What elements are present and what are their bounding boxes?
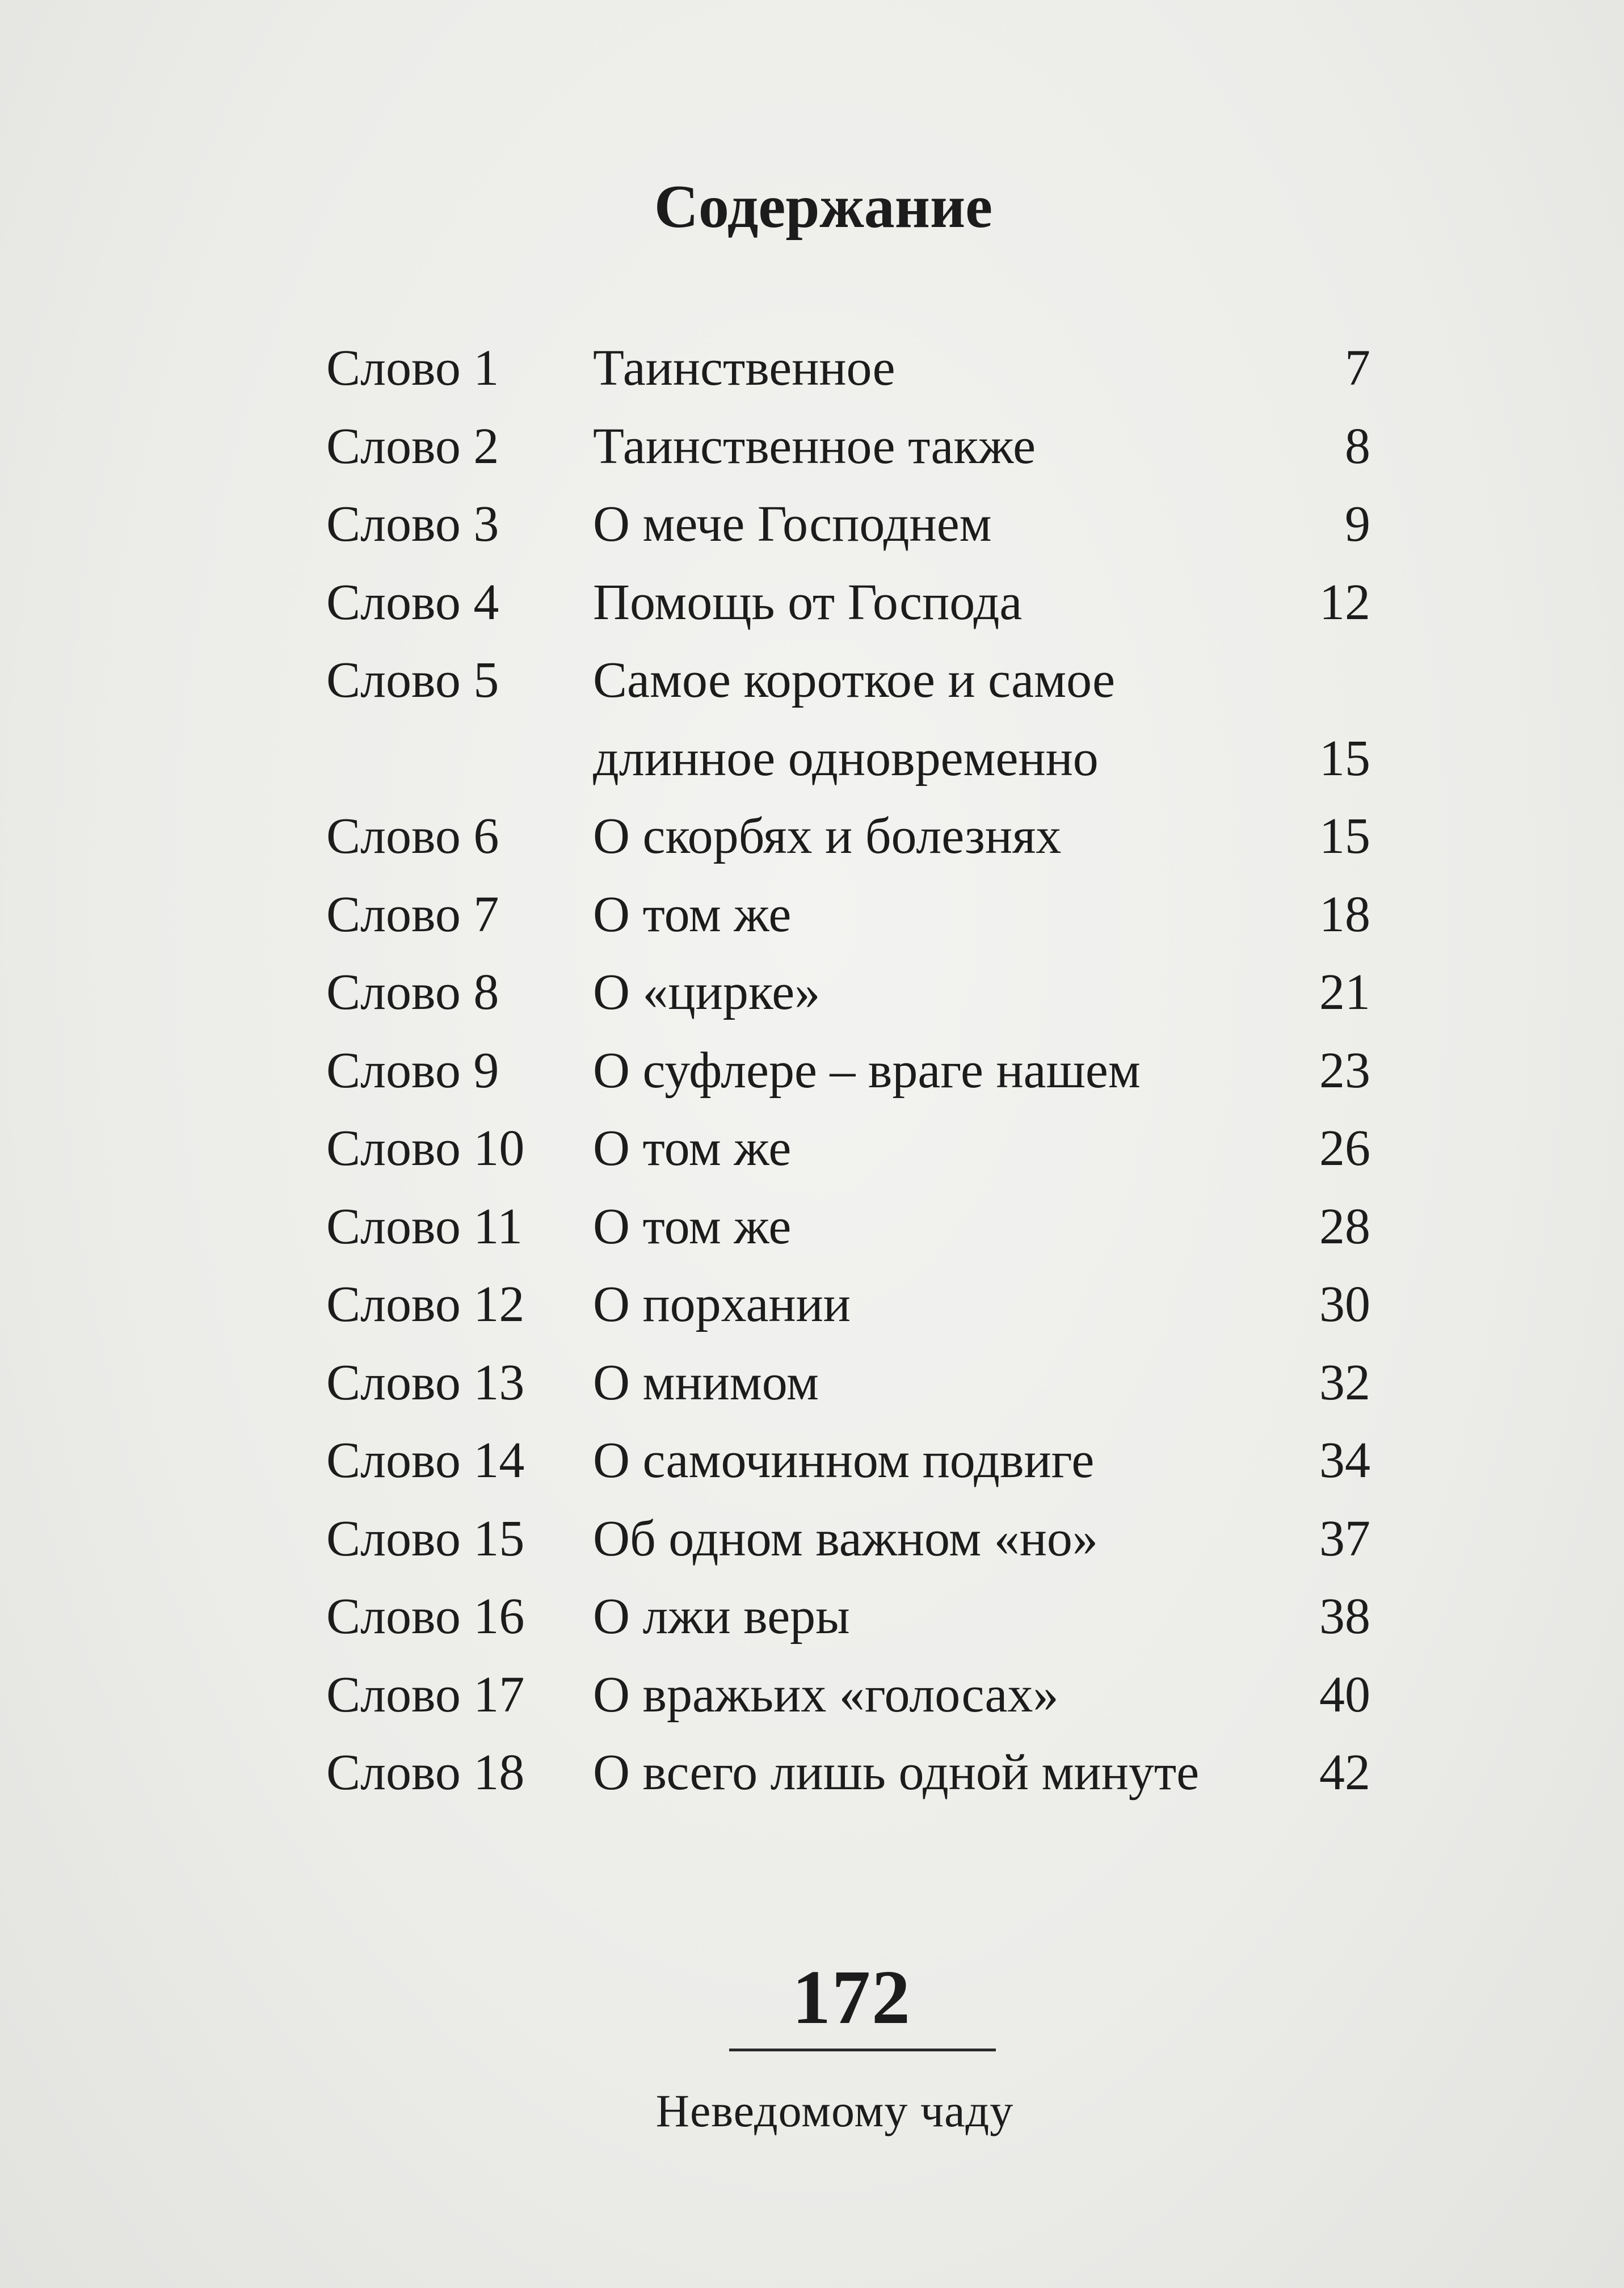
toc-title: Таинственное также [593,418,1036,474]
toc-word: Слово 10 [326,1120,525,1176]
toc-page: 26 [1319,1120,1370,1176]
toc-page: 38 [1319,1588,1370,1644]
toc-title: О суфлере – враге нашем [593,1042,1141,1099]
toc-page: 42 [1319,1744,1370,1801]
toc-title: О вражьих «голосах» [593,1666,1059,1723]
toc-page: 28 [1319,1198,1370,1255]
toc-row [326,797,1370,876]
toc-row [326,953,1370,1032]
toc-word: Слово 12 [326,1276,525,1332]
toc-word: Слово 5 [326,652,499,708]
toc-word: Слово 9 [326,1042,499,1099]
toc-row [326,1032,1370,1110]
toc-title: О том же [593,1120,792,1176]
toc-title: Самое короткое и самое [593,652,1116,708]
toc-title: длинное одновременно [593,730,1099,786]
toc-row [326,407,1370,486]
toc-page: 15 [1319,730,1370,786]
toc-word: Слово 7 [326,886,499,943]
toc-row [326,1578,1370,1656]
toc-word: Слово 1 [326,340,499,396]
toc-word: Слово 11 [326,1198,523,1255]
running-footer: Неведомому чаду [655,2085,1014,2136]
toc-row [326,329,1370,407]
toc-row [326,1500,1370,1578]
toc-page: 12 [1319,574,1370,630]
toc-row [326,641,1370,720]
toc-title: О «цирке» [593,964,821,1020]
toc-title: Об одном важном «но» [593,1510,1098,1567]
toc-row [326,1344,1370,1422]
toc-word: Слово 13 [326,1354,525,1411]
toc-title: О том же [593,886,792,943]
toc-title: О порхании [593,1276,851,1332]
toc-word: Слово 17 [326,1666,525,1723]
toc-title: О всего лишь одной минуте [593,1744,1200,1801]
toc-page: 23 [1319,1042,1370,1099]
toc-title: Помощь от Господа [593,574,1023,630]
toc-row [326,1734,1370,1812]
toc-row [326,1188,1370,1266]
toc-row-continuation [326,720,1370,798]
toc-word: Слово 18 [326,1744,525,1801]
toc-word: Слово 8 [326,964,499,1020]
toc-word: Слово 4 [326,574,499,630]
toc-page: 34 [1319,1432,1370,1488]
toc-title: Таинственное [593,340,895,396]
toc-title: О скорбях и болезнях [593,808,1062,864]
toc-row [326,563,1370,642]
toc-word: Слово 14 [326,1432,525,1488]
toc-row [326,1265,1370,1344]
toc-title: О мнимом [593,1354,819,1411]
toc-page: 40 [1319,1666,1370,1723]
toc-row [326,1656,1370,1734]
toc-page: 9 [1345,496,1370,552]
toc-page: 15 [1319,808,1370,864]
toc-row [326,1421,1370,1500]
page-number: 172 [792,1955,911,2040]
toc-word: Слово 3 [326,496,499,552]
footer-divider [729,2049,996,2051]
toc-word: Слово 15 [326,1510,525,1567]
toc-word: Слово 2 [326,418,499,474]
toc-word: Слово 16 [326,1588,525,1644]
toc-page: 30 [1319,1276,1370,1332]
toc-title: О самочинном подвиге [593,1432,1095,1488]
toc-title: О лжи веры [593,1588,850,1644]
toc-page: 37 [1319,1510,1370,1567]
toc-page: 18 [1319,886,1370,943]
toc-row [326,485,1370,563]
toc-title: О том же [593,1198,792,1255]
toc-page: 32 [1319,1354,1370,1411]
toc-page: 7 [1345,340,1370,396]
toc-row [326,876,1370,954]
toc-page: 21 [1319,964,1370,1020]
toc-page: 8 [1345,418,1370,474]
table-of-contents [326,329,1370,1812]
page-title: Содержание [654,173,993,241]
toc-word: Слово 6 [326,808,499,864]
toc-title: О мече Господнем [593,496,992,552]
toc-row [326,1109,1370,1188]
